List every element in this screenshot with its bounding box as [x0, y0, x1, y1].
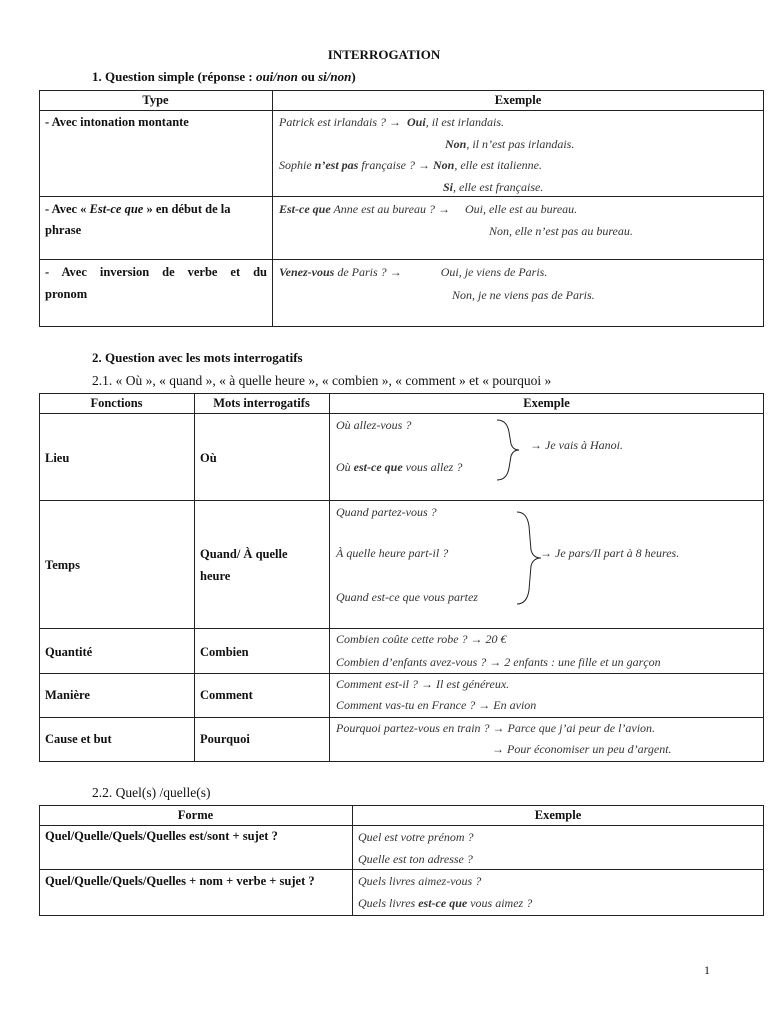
row-fonction: Cause et but [45, 732, 112, 746]
row-forme: Quel/Quelle/Quels/Quelles + nom + verbe + sujet ? [45, 874, 315, 888]
table-divider [272, 90, 273, 327]
table-divider [39, 628, 764, 629]
example-line: → Pour économiser un peu d’argent. [492, 742, 672, 756]
example-line: Combien d’enfants avez-vous ? → 2 enfants : une fille et un garçon [336, 655, 661, 669]
table-divider [39, 717, 764, 718]
section-1-heading: 1. Question simple (réponse : oui/non ou si/non) [92, 69, 356, 84]
column-header-exemple: Exemple [534, 808, 582, 822]
row-mot: Pourquoi [200, 732, 250, 746]
section-2-heading: 2. Question avec les mots interrogatifs [92, 350, 303, 365]
example-line: Venez-vous de Paris ? → Oui, je viens de Paris. [279, 265, 548, 279]
column-header-mots: Mots interrogatifs [213, 396, 310, 410]
example-line: Quelle est ton adresse ? [358, 852, 473, 866]
row-type: - Avec inversion de verbe et du [45, 265, 267, 279]
example-line: Non, elle n’est pas au bureau. [489, 224, 633, 238]
table-divider [39, 196, 764, 197]
column-header-forme: Forme [177, 808, 214, 822]
example-line: Non, je ne viens pas de Paris. [452, 288, 595, 302]
page-number: 1 [704, 963, 710, 977]
example-line: Quand est-ce que vous partez [336, 590, 478, 604]
row-mot: Combien [200, 645, 249, 659]
example-line: Quels livres est-ce que vous aimez ? [358, 896, 533, 910]
example-line: Où allez-vous ? [336, 418, 412, 432]
row-fonction: Temps [45, 558, 80, 572]
example-line: Combien coûte cette robe ? → 20 € [336, 632, 507, 646]
example-line: Comment est-il ? → Il est généreux. [336, 677, 510, 691]
page-title: INTERROGATION [327, 47, 441, 62]
example-line: Comment vas-tu en France ? → En avion [336, 698, 537, 712]
example-line: Non, il n’est pas irlandais. [445, 137, 575, 151]
row-mot: Où [200, 451, 217, 465]
table-divider [194, 393, 195, 762]
row-mot: Quand/ À quelle [200, 547, 288, 561]
table-divider [39, 825, 764, 826]
subsection-2-1-heading: 2.1. « Où », « quand », « à quelle heure », « combien », « comment » et « pourquoi » [92, 373, 552, 388]
row-fonction: Lieu [45, 451, 70, 465]
example-line: Quand partez-vous ? [336, 505, 437, 519]
row-type-cont: pronom [45, 287, 88, 301]
row-forme: Quel/Quelle/Quels/Quelles est/sont + sujet ? [45, 829, 278, 843]
row-type: - Avec « Est-ce que » en début de la [45, 202, 231, 216]
example-line: Est-ce que Anne est au bureau ? → Oui, elle est au bureau. [279, 202, 578, 216]
column-header-exemple: Exemple [494, 93, 542, 107]
row-fonction: Manière [45, 688, 90, 702]
subsection-2-2-heading: 2.2. Quel(s) /quelle(s) [92, 785, 211, 800]
example-answer: → Je pars/Il part à 8 heures. [540, 546, 680, 560]
column-header-fonctions: Fonctions [90, 396, 143, 410]
example-line: Quel est votre prénom ? [358, 830, 474, 844]
table-divider [329, 393, 330, 762]
row-mot-cont: heure [200, 569, 231, 583]
table-divider [39, 673, 764, 674]
example-answer: → Je vais à Hanoi. [530, 438, 623, 452]
row-mot: Comment [200, 688, 253, 702]
table-divider [39, 500, 764, 501]
example-line: Sophie n’est pas française ? → Non, elle est italienne. [279, 158, 542, 172]
row-fonction: Quantité [45, 645, 93, 659]
example-line: Où est-ce que vous allez ? [336, 460, 463, 474]
table-divider [39, 110, 764, 111]
row-type: - Avec intonation montante [45, 115, 189, 129]
column-header-type: Type [142, 93, 169, 107]
example-line: Pourquoi partez-vous en train ? → Parce que j’ai peur de l’avion. [336, 721, 656, 735]
table-divider [39, 413, 764, 414]
column-header-exemple: Exemple [523, 396, 570, 410]
example-line: À quelle heure part-il ? [336, 546, 449, 560]
table-divider [39, 259, 764, 260]
example-line: Quels livres aimez-vous ? [358, 874, 482, 888]
row-type-cont: phrase [45, 223, 82, 237]
example-line: Si, elle est française. [443, 180, 544, 194]
example-line: Patrick est irlandais ? → Oui, il est irlandais. [279, 115, 505, 129]
brace-icon [495, 418, 525, 482]
table-divider [39, 869, 764, 870]
